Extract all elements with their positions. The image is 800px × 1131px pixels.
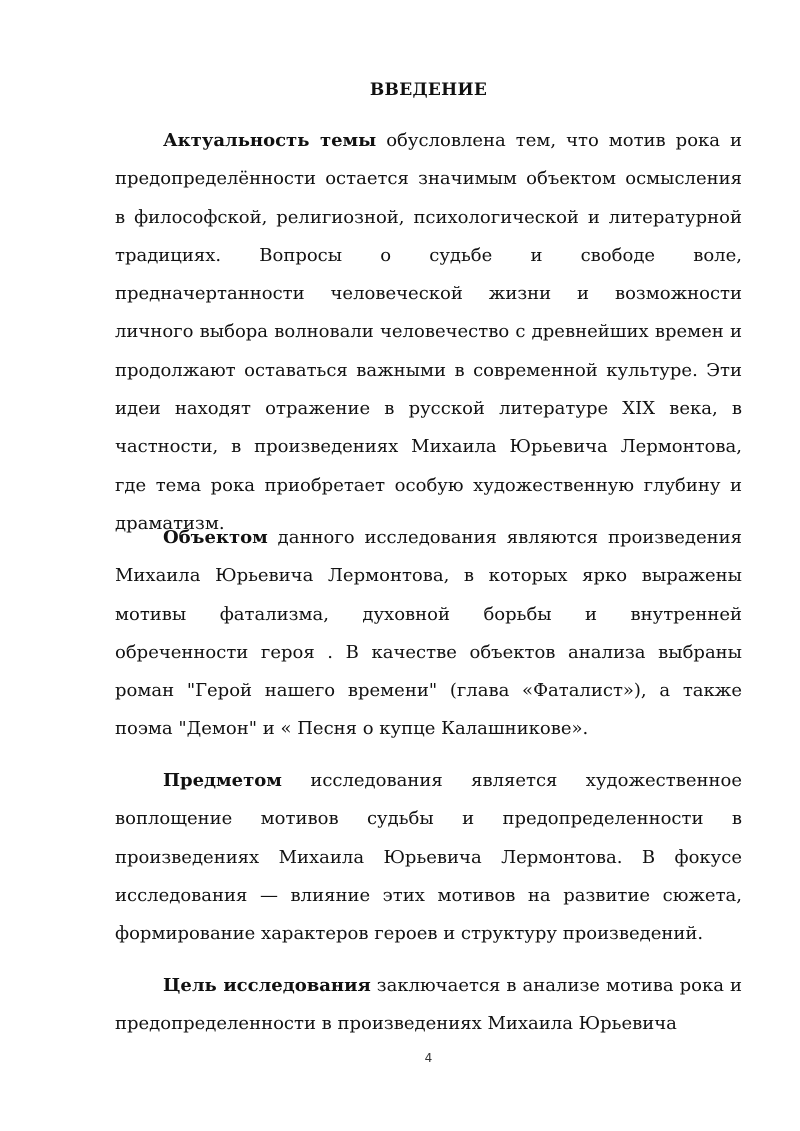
paragraph-text: исследования является художественное воплощение мотивов судьбы и предопределенности в произведениях Михаила Юрьевича Лермонтова. В фокусе исследования — влияние этих мотивов на развитие сюжета, формирование характеров героев и структуру произведений. xyxy=(115,770,742,945)
paragraph-object xyxy=(115,519,742,749)
paragraph-lead: Актуальность темы xyxy=(163,130,377,151)
paragraph-lead: Цель исследования xyxy=(163,975,371,996)
paragraph-text: обусловлена тем, что мотив рока и предопределённости остается значимым объектом осмысления в философской, религиозной, психологической и литературной традициях. Вопросы о судьбе и свободе воле, предначертанности человеческой жизни и возможности личного выбора волновали человечество с древнейших времен и продолжают оставаться важными в современной культуре. Эти идеи находят отражение в русской литературе XIX века, в частности, в произведениях Михаила Юрьевича Лермонтова, где тема рока приобретает особую художественную глубину и драматизм. xyxy=(115,130,742,534)
page-number: 4 xyxy=(424,1051,433,1065)
paragraph-lead: Предметом xyxy=(163,770,282,791)
paragraph-lead: Объектом xyxy=(163,527,268,548)
paragraph-subject xyxy=(115,762,742,953)
paragraph-relevance xyxy=(115,122,742,543)
section-title: ВВЕДЕНИЕ xyxy=(369,80,488,100)
paragraph-goal xyxy=(115,967,742,1044)
paragraph-text: заключается в анализе мотива рока и предопределенности в произведениях Михаила Юрьевича xyxy=(115,975,743,1035)
paragraph-text: данного исследования являются произведения Михаила Юрьевича Лермонтова, в которых ярко выражены мотивы фатализма, духовной борьбы и внутренней обреченности героя . В качестве объектов анализа выбраны роман "Герой нашего времени" (глава «Фаталист»), а также поэма "Демон" и « Песня о купце Калашникове». xyxy=(115,527,742,740)
